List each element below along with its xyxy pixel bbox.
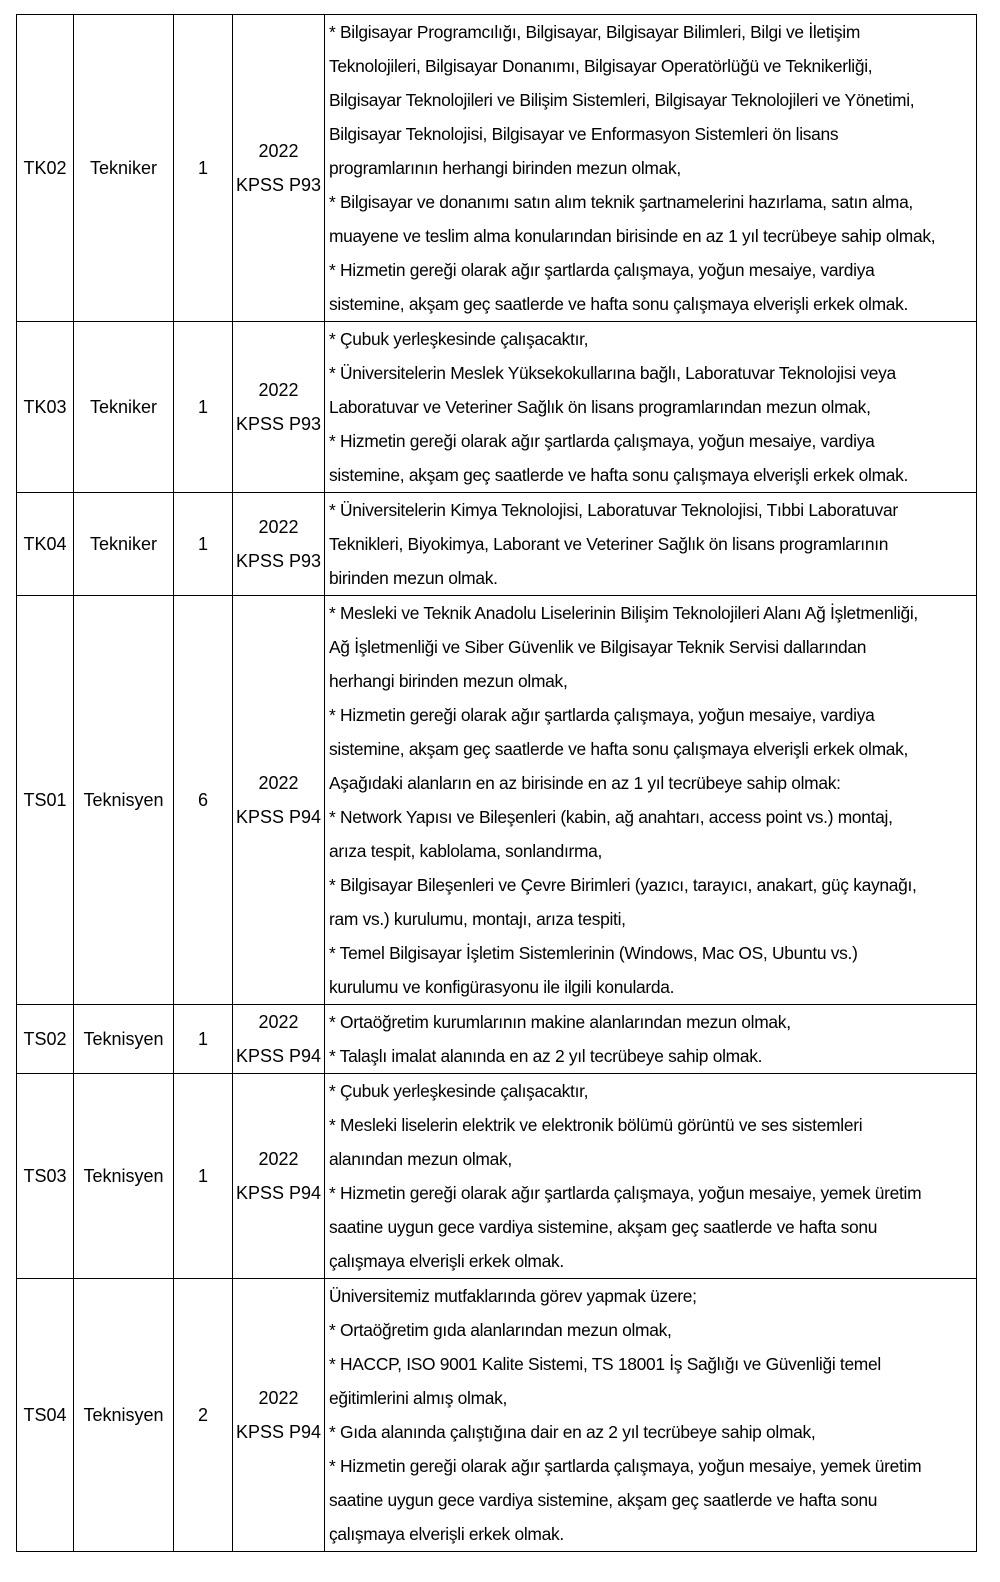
position-code: TS01 — [23, 789, 67, 810]
position-count: 1 — [197, 396, 208, 417]
position-code-cell — [17, 596, 74, 1005]
position-code-cell — [17, 15, 74, 322]
requirement-line: * Hizmetin gereği olarak ağır şartlarda çalışmaya, yoğun mesaiye, vardiya — [329, 260, 875, 280]
position-count-cell — [174, 322, 233, 493]
requirement-line: ram vs.) kurulumu, montajı, arıza tespiti, — [329, 909, 626, 929]
requirements-cell — [325, 15, 977, 322]
requirement-line: * Ortaöğretim kurumlarının makine alanlarından mezun olmak, — [329, 1012, 791, 1032]
exam-year: 2022 — [258, 773, 299, 793]
requirement-line: * Üniversitelerin Kimya Teknolojisi, Laboratuvar Teknolojisi, Tıbbi Laboratuvar — [329, 500, 898, 520]
position-count-cell — [174, 1005, 233, 1074]
position-count-cell — [174, 1074, 233, 1279]
positions-table-body — [17, 15, 977, 1552]
exam-cell — [233, 15, 325, 322]
position-title: Tekniker — [89, 533, 158, 554]
table-row — [17, 1279, 977, 1552]
position-title: Tekniker — [89, 157, 158, 178]
position-count-cell — [174, 15, 233, 322]
exam-type: KPSS P94 — [235, 1422, 322, 1442]
exam-year: 2022 — [258, 380, 299, 400]
requirement-line: sistemine, akşam geç saatlerde ve hafta sonu çalışmaya elverişli erkek olmak. — [329, 465, 909, 485]
exam-year: 2022 — [258, 517, 299, 537]
position-title: Teknisyen — [83, 1165, 164, 1186]
requirement-line: Teknikleri, Biyokimya, Laborant ve Veteriner Sağlık ön lisans programlarının — [329, 534, 889, 554]
exam-cell — [233, 596, 325, 1005]
requirement-line: * Bilgisayar Bileşenleri ve Çevre Birimleri (yazıcı, tarayıcı, anakart, güç kaynağı, — [329, 875, 917, 895]
position-count: 1 — [197, 1028, 208, 1049]
requirement-line: Bilgisayar Teknolojisi, Bilgisayar ve Enformasyon Sistemleri ön lisans — [329, 124, 839, 144]
requirement-line: * Ortaöğretim gıda alanlarından mezun olmak, — [329, 1320, 672, 1340]
position-title: Teknisyen — [83, 789, 164, 810]
requirement-line: çalışmaya elverişli erkek olmak. — [329, 1524, 564, 1544]
requirements-cell — [325, 1074, 977, 1279]
requirements-cell — [325, 1279, 977, 1552]
position-code-cell — [17, 322, 74, 493]
position-code: TS02 — [23, 1028, 67, 1049]
position-count: 1 — [197, 157, 208, 178]
requirement-line: * Talaşlı imalat alanında en az 2 yıl tecrübeye sahip olmak. — [329, 1046, 763, 1066]
position-code-cell — [17, 1005, 74, 1074]
requirement-line: * Temel Bilgisayar İşletim Sistemlerinin (Windows, Mac OS, Ubuntu vs.) — [329, 943, 858, 963]
exam-cell — [233, 493, 325, 596]
requirement-line: Üniversitemiz mutfaklarında görev yapmak üzere; — [329, 1286, 697, 1306]
exam-year: 2022 — [258, 1149, 299, 1169]
requirements-cell — [325, 596, 977, 1005]
exam-type: KPSS P94 — [235, 1046, 322, 1066]
exam-year: 2022 — [258, 1388, 299, 1408]
requirement-line: sistemine, akşam geç saatlerde ve hafta sonu çalışmaya elverişli erkek olmak, — [329, 739, 909, 759]
requirement-line: alanından mezun olmak, — [329, 1149, 512, 1169]
requirement-line: saatine uygun gece vardiya sistemine, akşam geç saatlerde ve hafta sonu — [329, 1217, 878, 1237]
requirement-line: * Mesleki liselerin elektrik ve elektronik bölümü görüntü ve ses sistemleri — [329, 1115, 863, 1135]
requirements-cell — [325, 493, 977, 596]
position-code: TK03 — [23, 396, 67, 417]
position-code: TS04 — [23, 1404, 67, 1425]
position-title-cell — [74, 1005, 174, 1074]
table-row — [17, 493, 977, 596]
requirement-line: Ağ İşletmenliği ve Siber Güvenlik ve Bilgisayar Teknik Servisi dallarından — [329, 637, 867, 657]
exam-cell — [233, 1074, 325, 1279]
requirement-line: Teknolojileri, Bilgisayar Donanımı, Bilgisayar Operatörlüğü ve Teknikerliği, — [329, 56, 873, 76]
position-code: TK02 — [23, 157, 67, 178]
requirement-line: sistemine, akşam geç saatlerde ve hafta sonu çalışmaya elverişli erkek olmak. — [329, 294, 909, 314]
requirement-line: kurulumu ve konfigürasyonu ile ilgili konularda. — [329, 977, 675, 997]
exam-type: KPSS P94 — [235, 1183, 322, 1203]
position-title: Teknisyen — [83, 1028, 164, 1049]
position-count: 6 — [197, 789, 208, 810]
requirement-line: saatine uygun gece vardiya sistemine, akşam geç saatlerde ve hafta sonu — [329, 1490, 878, 1510]
requirements-cell — [325, 322, 977, 493]
position-title: Teknisyen — [83, 1404, 164, 1425]
positions-table — [16, 14, 977, 1552]
requirement-line: * Hizmetin gereği olarak ağır şartlarda çalışmaya, yoğun mesaiye, vardiya — [329, 431, 875, 451]
requirement-line: * Hizmetin gereği olarak ağır şartlarda çalışmaya, yoğun mesaiye, vardiya — [329, 705, 875, 725]
position-count: 1 — [197, 533, 208, 554]
exam-type: KPSS P93 — [235, 175, 322, 195]
position-count: 2 — [197, 1404, 208, 1425]
exam-cell — [233, 1279, 325, 1552]
position-title-cell — [74, 493, 174, 596]
position-title-cell — [74, 322, 174, 493]
requirement-line: Bilgisayar Teknolojileri ve Bilişim Sistemleri, Bilgisayar Teknolojileri ve Yönetimi, — [329, 90, 915, 110]
exam-cell — [233, 1005, 325, 1074]
requirement-line: * Mesleki ve Teknik Anadolu Liselerinin Bilişim Teknolojileri Alanı Ağ İşletmenliği, — [329, 603, 918, 623]
position-title: Tekniker — [89, 396, 158, 417]
position-code: TS03 — [23, 1165, 67, 1186]
requirement-line: * Hizmetin gereği olarak ağır şartlarda çalışmaya, yoğun mesaiye, yemek üretim — [329, 1183, 922, 1203]
table-row — [17, 15, 977, 322]
requirement-line: çalışmaya elverişli erkek olmak. — [329, 1251, 564, 1271]
requirement-line: programlarının herhangi birinden mezun olmak, — [329, 158, 681, 178]
requirement-line: muayene ve teslim alma konularından birisinde en az 1 yıl tecrübeye sahip olmak, — [329, 226, 936, 246]
exam-year: 2022 — [258, 141, 299, 161]
positions-document — [16, 14, 976, 1552]
requirement-line: Laboratuvar ve Veteriner Sağlık ön lisans programlarından mezun olmak, — [329, 397, 871, 417]
position-title-cell — [74, 596, 174, 1005]
requirement-line: * Bilgisayar Programcılığı, Bilgisayar, Bilgisayar Bilimleri, Bilgi ve İletişim — [329, 22, 861, 42]
exam-type: KPSS P94 — [235, 807, 322, 827]
table-row — [17, 1074, 977, 1279]
position-code-cell — [17, 1074, 74, 1279]
requirement-line: * Hizmetin gereği olarak ağır şartlarda çalışmaya, yoğun mesaiye, yemek üretim — [329, 1456, 922, 1476]
exam-type: KPSS P93 — [235, 414, 322, 434]
requirement-line: birinden mezun olmak. — [329, 568, 498, 588]
table-row — [17, 322, 977, 493]
position-count-cell — [174, 1279, 233, 1552]
position-title-cell — [74, 1074, 174, 1279]
requirement-line: * Gıda alanında çalıştığına dair en az 2 yıl tecrübeye sahip olmak, — [329, 1422, 816, 1442]
requirement-line: herhangi birinden mezun olmak, — [329, 671, 568, 691]
requirement-line: * Bilgisayar ve donanımı satın alım teknik şartnamelerini hazırlama, satın alma, — [329, 192, 913, 212]
position-count-cell — [174, 493, 233, 596]
position-code-cell — [17, 493, 74, 596]
table-row — [17, 596, 977, 1005]
exam-type: KPSS P93 — [235, 551, 322, 571]
position-code-cell — [17, 1279, 74, 1552]
exam-year: 2022 — [258, 1012, 299, 1032]
table-row — [17, 1005, 977, 1074]
exam-cell — [233, 322, 325, 493]
position-count-cell — [174, 596, 233, 1005]
requirement-line: * HACCP, ISO 9001 Kalite Sistemi, TS 18001 İş Sağlığı ve Güvenliği temel — [329, 1354, 881, 1374]
position-count: 1 — [197, 1165, 208, 1186]
position-title-cell — [74, 1279, 174, 1552]
requirement-line: Aşağıdaki alanların en az birisinde en az 1 yıl tecrübeye sahip olmak: — [329, 773, 841, 793]
position-code: TK04 — [23, 533, 67, 554]
requirement-line: * Çubuk yerleşkesinde çalışacaktır, — [329, 1081, 589, 1101]
requirement-line: * Çubuk yerleşkesinde çalışacaktır, — [329, 329, 589, 349]
position-title-cell — [74, 15, 174, 322]
requirement-line: * Üniversitelerin Meslek Yüksekokullarına bağlı, Laboratuvar Teknolojisi veya — [329, 363, 896, 383]
requirement-line: * Network Yapısı ve Bileşenleri (kabin, ağ anahtarı, access point vs.) montaj, — [329, 807, 893, 827]
requirement-line: arıza tespit, kablolama, sonlandırma, — [329, 841, 603, 861]
requirement-line: eğitimlerini almış olmak, — [329, 1388, 508, 1408]
requirements-cell — [325, 1005, 977, 1074]
